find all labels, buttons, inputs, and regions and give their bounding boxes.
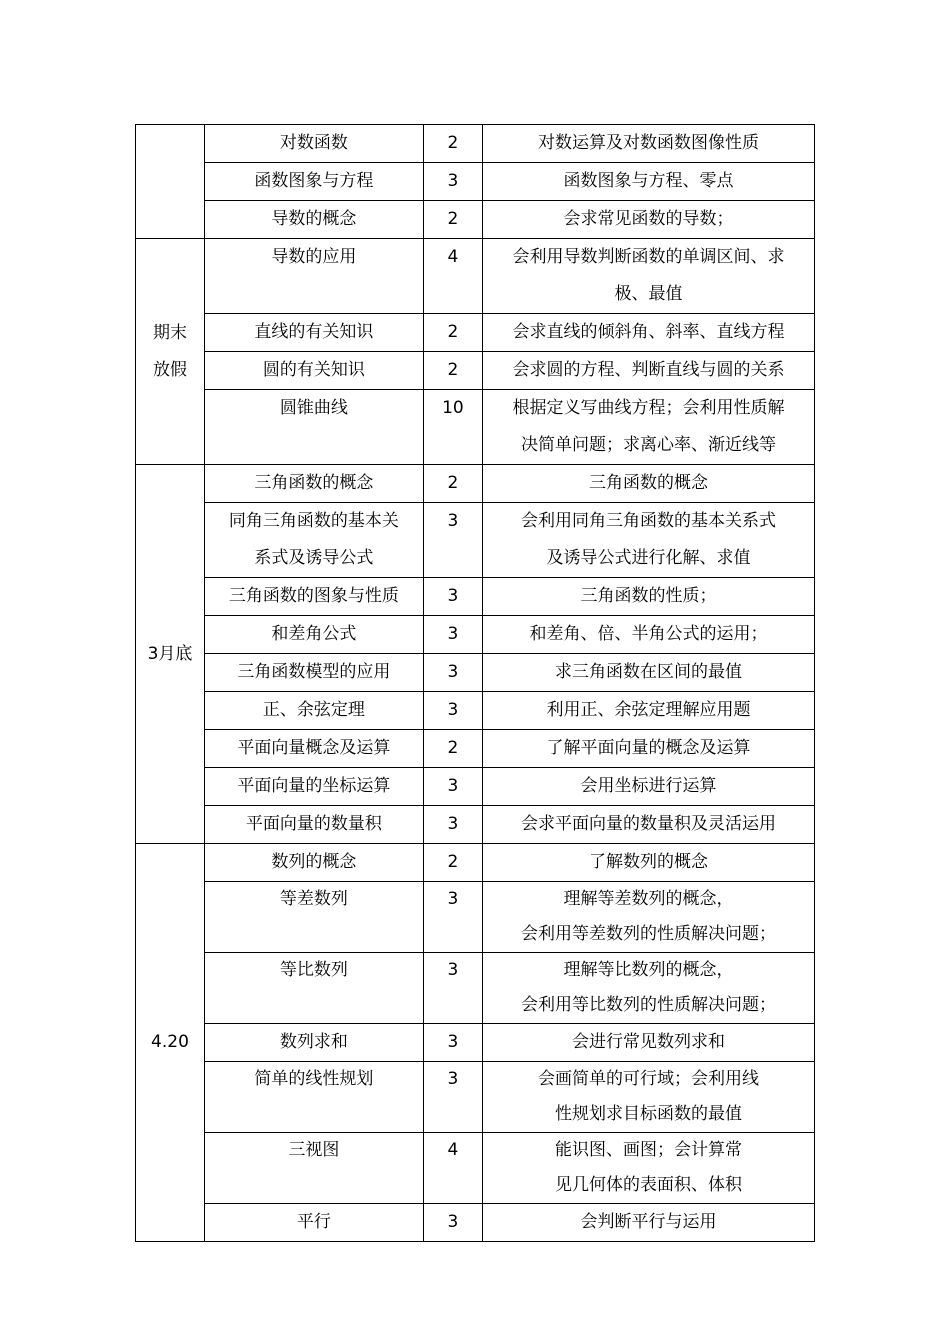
- requirement-cell: [483, 953, 815, 1024]
- requirement-text: 见几何体的表面积、体积: [555, 1175, 742, 1195]
- hours-cell: [423, 953, 482, 1024]
- table-row: [136, 806, 815, 844]
- hours-value: 2: [447, 852, 459, 872]
- requirement-cell: [483, 314, 815, 352]
- requirement-text: 会画简单的可行域；会利用线: [538, 1069, 759, 1089]
- table-row: [136, 314, 815, 352]
- hours-cell: [423, 503, 482, 578]
- requirement-text: 和差角、倍、半角公式的运用；: [529, 624, 768, 644]
- table-row: [136, 616, 815, 654]
- topic-label: 简单的线性规划: [254, 1069, 374, 1089]
- topic-label: 三角函数的图象与性质: [228, 586, 399, 606]
- table-row: [136, 578, 815, 616]
- hours-cell: [423, 125, 482, 163]
- hours-cell: [423, 730, 482, 768]
- hours-cell: [423, 1133, 482, 1204]
- hours-cell: [423, 768, 482, 806]
- topic-label: 导数的概念: [271, 209, 357, 229]
- topic-cell: [204, 125, 423, 163]
- topic-label: 三视图: [288, 1140, 340, 1160]
- table-row: [136, 844, 815, 882]
- topic-label: 对数函数: [279, 133, 348, 153]
- hours-value: 3: [447, 1069, 459, 1089]
- hours-cell: [423, 654, 482, 692]
- requirement-text: 会利用导数判断函数的单调区间、求: [512, 247, 785, 267]
- table-row: [136, 352, 815, 390]
- topic-label: 平面向量的坐标运算: [237, 776, 391, 796]
- hours-value: 4: [447, 1140, 459, 1160]
- topic-label: 数列求和: [279, 1032, 348, 1052]
- topic-cell: [204, 768, 423, 806]
- topic-label: 平行: [296, 1212, 331, 1232]
- topic-label: 导数的应用: [271, 247, 357, 267]
- table-row: [136, 953, 815, 1024]
- topic-cell: [204, 503, 423, 578]
- hours-value: 3: [447, 662, 459, 682]
- hours-cell: [423, 1204, 482, 1242]
- topic-cell: [204, 352, 423, 390]
- requirement-text: 决简单问题；求离心率、渐近线等: [521, 435, 776, 455]
- topic-label: 三角函数的概念: [254, 473, 374, 493]
- hours-value: 2: [447, 209, 459, 229]
- requirement-text: 求三角函数在区间的最值: [555, 662, 742, 682]
- table-row: [136, 503, 815, 578]
- table-row: [136, 1024, 815, 1062]
- requirement-text: 能识图、画图；会计算常: [555, 1140, 742, 1160]
- hours-cell: [423, 390, 482, 465]
- period-cell: [136, 125, 205, 239]
- hours-cell: [423, 692, 482, 730]
- topic-cell: [204, 882, 423, 953]
- requirement-text: 会求常见函数的导数；: [563, 209, 734, 229]
- topic-label: 等差数列: [279, 889, 348, 909]
- hours-value: 3: [447, 511, 459, 531]
- topic-cell: [204, 578, 423, 616]
- table-row: [136, 730, 815, 768]
- period-label: 4.20: [151, 1032, 189, 1052]
- requirement-cell: [483, 163, 815, 201]
- requirement-cell: [483, 125, 815, 163]
- hours-cell: [423, 239, 482, 314]
- requirement-text: 及诱导公式进行化解、求值: [546, 548, 751, 568]
- topic-label: 圆锥曲线: [279, 398, 348, 418]
- requirement-cell: [483, 1062, 815, 1133]
- table-row: [136, 125, 815, 163]
- requirement-cell: [483, 1133, 815, 1204]
- hours-value: 3: [447, 1212, 459, 1232]
- hours-cell: [423, 314, 482, 352]
- requirement-cell: [483, 390, 815, 465]
- topic-label: 圆的有关知识: [262, 360, 365, 380]
- requirement-text: 了解数列的概念: [589, 852, 708, 872]
- hours-cell: [423, 1062, 482, 1133]
- requirement-text: 会求圆的方程、判断直线与圆的关系: [512, 360, 785, 380]
- topic-cell: [204, 1024, 423, 1062]
- topic-label: 函数图象与方程: [254, 171, 374, 191]
- table-row: [136, 1133, 815, 1204]
- topic-cell: [204, 844, 423, 882]
- hours-cell: [423, 465, 482, 503]
- topic-cell: [204, 163, 423, 201]
- table-row: [136, 201, 815, 239]
- hours-cell: [423, 882, 482, 953]
- topic-cell: [204, 465, 423, 503]
- topic-cell: [204, 692, 423, 730]
- requirement-text: 会求平面向量的数量积及灵活运用: [521, 814, 776, 834]
- hours-value: 3: [447, 624, 459, 644]
- topic-label: 同角三角函数的基本关: [228, 511, 399, 531]
- requirement-cell: [483, 616, 815, 654]
- hours-value: 3: [447, 700, 459, 720]
- topic-cell: [204, 1204, 423, 1242]
- hours-value: 3: [447, 814, 459, 834]
- hours-value: 10: [442, 398, 464, 418]
- hours-cell: [423, 616, 482, 654]
- requirement-text: 根据定义写曲线方程；会利用性质解: [512, 398, 785, 418]
- hours-value: 3: [447, 586, 459, 606]
- requirement-cell: [483, 1204, 815, 1242]
- topic-label: 平面向量概念及运算: [237, 738, 391, 758]
- hours-cell: [423, 352, 482, 390]
- requirement-text: 三角函数的性质；: [580, 586, 717, 606]
- table-row: [136, 239, 815, 314]
- hours-value: 3: [447, 1032, 459, 1052]
- requirement-cell: [483, 578, 815, 616]
- topic-cell: [204, 616, 423, 654]
- hours-value: 3: [447, 960, 459, 980]
- topic-label: 平面向量的数量积: [245, 814, 382, 834]
- topic-cell: [204, 806, 423, 844]
- table-row: [136, 1062, 815, 1133]
- hours-cell: [423, 201, 482, 239]
- table-row: [136, 390, 815, 465]
- topic-label: 直线的有关知识: [254, 322, 374, 342]
- topic-cell: [204, 654, 423, 692]
- requirement-text: 三角函数的概念: [589, 473, 708, 493]
- requirement-text: 极、最值: [614, 284, 683, 304]
- hours-value: 2: [447, 322, 459, 342]
- hours-value: 2: [447, 360, 459, 380]
- topic-label: 三角函数模型的应用: [237, 662, 391, 682]
- requirement-text: 会利用等差数列的性质解决问题；: [521, 924, 776, 944]
- hours-value: 3: [447, 889, 459, 909]
- requirement-cell: [483, 1024, 815, 1062]
- topic-cell: [204, 1133, 423, 1204]
- hours-value: 3: [447, 776, 459, 796]
- topic-cell: [204, 730, 423, 768]
- hours-cell: [423, 163, 482, 201]
- topic-cell: [204, 1062, 423, 1133]
- table-row: [136, 768, 815, 806]
- requirement-cell: [483, 465, 815, 503]
- requirement-cell: [483, 352, 815, 390]
- requirement-text: 了解平面向量的概念及运算: [546, 738, 751, 758]
- study-plan-body: [136, 125, 815, 1242]
- requirement-cell: [483, 201, 815, 239]
- study-plan-table: [135, 124, 815, 1242]
- requirement-cell: [483, 692, 815, 730]
- requirement-text: 理解等差数列的概念，: [563, 889, 734, 909]
- requirement-text: 会进行常见数列求和: [572, 1032, 725, 1052]
- requirement-text: 理解等比数列的概念，: [563, 960, 734, 980]
- hours-cell: [423, 844, 482, 882]
- requirement-cell: [483, 503, 815, 578]
- table-row: [136, 465, 815, 503]
- table-row: [136, 654, 815, 692]
- topic-cell: [204, 314, 423, 352]
- hours-cell: [423, 578, 482, 616]
- topic-cell: [204, 201, 423, 239]
- period-cell: [136, 465, 205, 844]
- requirement-text: 会利用等比数列的性质解决问题；: [521, 995, 776, 1015]
- hours-value: 2: [447, 738, 459, 758]
- requirement-cell: [483, 768, 815, 806]
- topic-cell: [204, 239, 423, 314]
- period-label: 期末: [152, 322, 187, 343]
- requirement-text: 利用正、余弦定理解应用题: [546, 700, 751, 720]
- hours-value: 2: [447, 473, 459, 493]
- topic-label: 系式及诱导公式: [254, 548, 374, 568]
- period-cell: [136, 239, 205, 465]
- requirement-cell: [483, 239, 815, 314]
- requirement-text: 性规划求目标函数的最值: [555, 1104, 742, 1124]
- hours-cell: [423, 1024, 482, 1062]
- topic-label: 正、余弦定理: [262, 700, 365, 720]
- period-label: 3月底: [147, 643, 193, 664]
- period-cell: [136, 844, 205, 1242]
- requirement-cell: [483, 882, 815, 953]
- requirement-cell: [483, 844, 815, 882]
- requirement-cell: [483, 654, 815, 692]
- hours-value: 2: [447, 133, 459, 153]
- hours-value: 4: [447, 247, 459, 267]
- requirement-text: 会求直线的倾斜角、斜率、直线方程: [512, 322, 785, 342]
- requirement-text: 对数运算及对数函数图像性质: [538, 133, 759, 153]
- topic-cell: [204, 390, 423, 465]
- hours-value: 3: [447, 171, 459, 191]
- period-label: 放假: [152, 359, 187, 380]
- topic-cell: [204, 953, 423, 1024]
- requirement-cell: [483, 806, 815, 844]
- table-row: [136, 163, 815, 201]
- table-row: [136, 882, 815, 953]
- topic-label: 数列的概念: [271, 852, 357, 872]
- topic-label: 等比数列: [279, 960, 348, 980]
- table-row: [136, 692, 815, 730]
- hours-cell: [423, 806, 482, 844]
- requirement-text: 会用坐标进行运算: [580, 776, 717, 796]
- topic-label: 和差角公式: [271, 624, 357, 644]
- requirement-text: 会判断平行与运用: [580, 1212, 717, 1232]
- requirement-text: 函数图象与方程、零点: [563, 171, 734, 191]
- table-row: [136, 1204, 815, 1242]
- requirement-text: 会利用同角三角函数的基本关系式: [521, 511, 776, 531]
- requirement-cell: [483, 730, 815, 768]
